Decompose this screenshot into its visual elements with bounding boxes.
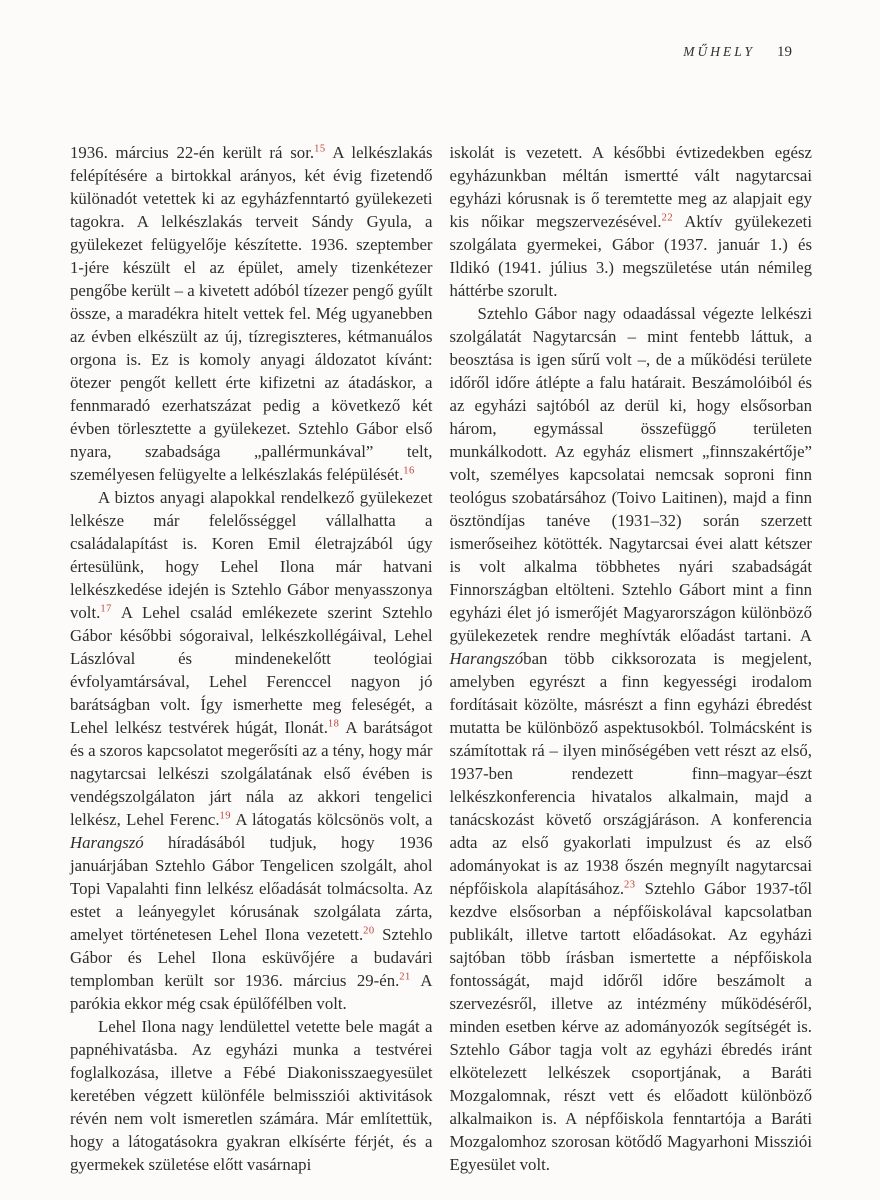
paragraph [70,141,433,486]
left-column [70,141,433,1176]
italic-text-run: Harangszó [449,649,524,668]
text-run: A Lehel család emlékezete szerint Sztehlo Gábor későbbi sógoraival, lelkészkollégáival, Lehel Lászlóval és mindenekelőtt teológiai évfolyamtársával, Lehel Ferenccel nagyon jó barátságban volt. Így ismerhette meg feleségét, a Lehel lelkész testvérek húgát, Ilonát. [70,603,433,737]
text-run: híradásából tudjuk, hogy 1936 januárjában Sztehlo Gábor Tengelicen szolgált, ahol Topi Vapalahti finn lelkész előadását tolmácsolta. Az estet a leányegylet kórusának szolgálata zárta, amelyet történetesen Lehel Ilona vezetett. [70,833,433,944]
right-column [450,141,813,1176]
text-run: A biztos anyagi alapokkal rendelkező gyülekezet lelkésze már felelősséggel vállalhatta a családalapítást is. Koren Emil életrajzából úgy értesülünk, hogy Lehel Ilona már hatvani lelkészkedése idején is Sztehlo Gábor menyasszonya volt. [70,488,433,622]
text-run: Sztehlo Gábor 1937-től kezdve elsősorban a népfőiskolával kapcsolatban publikált, illetve tartott előadásokat. Az egyházi sajtóban több írásban ismertette a népfőiskola fontosságát, majd időről időre beszámolt a szervezésről, illetve az intézmény működéséről, minden esetben kérve az adományozók segítségét is. Sztehlo Gábor tagja volt az egyházi ébredés iránt elkötelezett lelkészek csoportjának, a Baráti Mozgalomnak, részt vett és előadott különböző alkalmaikon is. A népfőiskola fenntartója a Baráti Mozgalomhoz szorosan kötődő Magyarhoni Missziói Egyesület volt. [449,879,812,1174]
text-run: Sztehlo Gábor nagy odaadással végezte lelkészi szolgálatát Nagytarcsán – mint fentebb láttuk, a beosztása is igen sűrű volt –, de a működési területe időről időre átlépte a falu határait. Beszámolóiból és az egyházi sajtóból az derül ki, hogy elsősorban három, egymással összefüggő területen munkálkodott. Az egyház elismert „finnszakértője” volt, személyes kapcsolatai nemcsak soproni finn teológus szobatársához (Toivo Laitinen), majd a finn ösztöndíjas tanéve (1931–32) során szerzett ismerőseihez kötötték. Nagytarcsai évei alatt kétszer is volt alkalma többhetes nyári szabadságát Finnországban eltölteni. Sztehlo Gábort mint a finn egyházi élet jó ismerőjét Magyarországon különböző gyülekezetek rendre meghívták előadást tartani. A [449,304,812,645]
footnote-reference: 20 [363,925,375,937]
paragraph [450,141,813,302]
running-header [0,0,880,61]
text-run: ban több cikksorozata is megjelent, amelyben egyrészt a finn kegyességi irodalom fordításait közölte, másrészt a finn egyházi ébredést mutatta be különböző aspektusokból. Tolmácsként is számítottak rá – ilyen minőségében vett részt az első, 1937-ben rendezett finn–magyar–észt lelkészkonferencia hivatalos alkalmain, majd a tanácskozást követő országjáráson. A konferencia adta az első gyakorlati impulzust és az első adományokat is az 1938 őszén megnyílt nagytarcsai népfőiskola alapításához. [449,649,812,898]
text-run: A barátságot és a szoros kapcsolatot megerősíti az a tény, hogy már nagytarcsai lelkészi szolgálatának első évében is vendégszolgálaton járt nála az akkori tengelici lelkész, Lehel Ferenc. [70,718,433,829]
text-run: A látogatás kölcsönös volt, a [231,810,433,829]
paragraph [70,486,433,1015]
footnote-reference: 21 [399,971,411,983]
footnote-reference: 23 [624,879,636,891]
footnote-reference: 15 [314,143,326,155]
footnote-reference: 18 [327,718,340,730]
text-run: A lelkészlakás felépítésére a birtokkal arányos, két évig fizetendő különadót vetettek ki az egyházfenntartó gyülekezeti tagokra. A lelkészlakás terveit Sándy Gyula, a gyülekezet felügyelője készítette. 1936. szeptember 1-jére készült el az épület, amely tizenkétezer pengőbe került – a kivetett adóból tízezer pengő gyűlt össze, a maradékra hitelt vettek fel. Még ugyanebben az évben elkészült az új, tízregiszteres, kétmanuálos orgona is. Ez is komoly anyagi áldozatot kívánt: ötezer pengőt kellett érte kifizetni az átadáskor, a fennmaradó ezerhatszázat pedig a következő két évben törlesztette a gyülekezet. Sztehlo Gábor első nyara, szabadsága „pallérmunkával” telt, személyesen felügyelte a lelkészlakás felépülését. [70,143,433,484]
page-number: 19 [777,44,792,60]
footnote-reference: 19 [219,810,232,822]
paragraph [450,302,813,1176]
paragraph [70,1015,433,1176]
footnote-reference: 17 [100,603,112,615]
text-run: Aktív gyülekezeti szolgálata gyermekei, Gábor (1937. január 1.) és Ildikó (1941. július 3.) megszületése után némileg háttérbe szorult. [449,212,812,300]
text-run: iskolát is vezetett. A későbbi évtizedekben egész egyházunkban méltán ismertté vált nagytarcsai egyházi kórusnak is ő teremtette meg az alapjait egy kis nőikar megszervezésével. [449,143,812,231]
italic-text-run: Harangszó [70,833,144,852]
text-run: Lehel Ilona nagy lendülettel vetette bele magát a papnéhivatásba. Az egyházi munka a testvérei foglalkozása, illetve a Fébé Diakonisszaegyesület keretében végzett különféle belmissziói aktivitások révén nem volt ismeretlen számára. Már említettük, hogy a látogatásokra gyakran elkísérte férjét, és a gyermekek születése előtt vasárnapi [70,1017,433,1174]
footnote-reference: 16 [403,465,415,477]
running-header-title: MŰHELY [683,44,755,59]
footnote-reference: 22 [661,212,674,224]
text-run: 1936. március 22-én került rá sor. [70,143,315,162]
text-run: Sztehlo Gábor és Lehel Ilona esküvőjére a budavári templomban került sor 1936. március 29-én. [70,925,433,990]
text-run: A parókia ekkor még csak épülőfélben volt. [70,971,433,1013]
page-body [0,61,880,1176]
